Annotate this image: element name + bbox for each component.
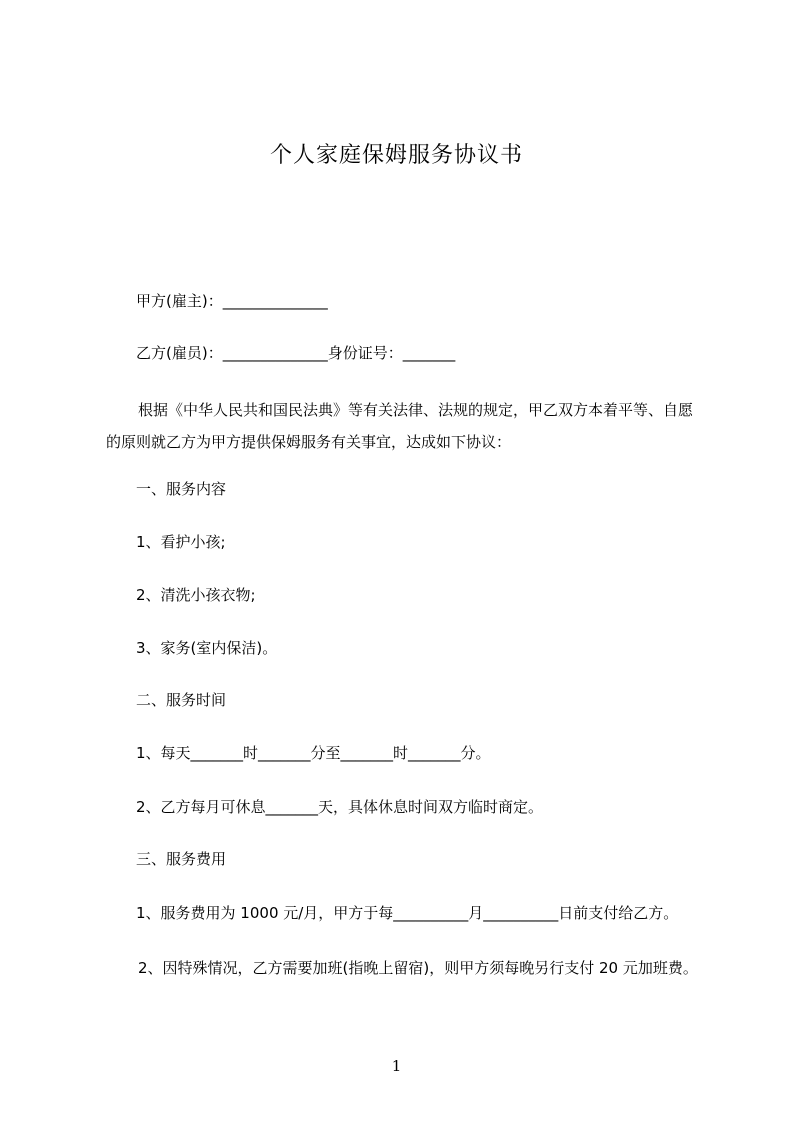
list-item: 1、服务费用为 1000 元/月，甲方于每__________月__________日前支付给乙方。 [136, 904, 679, 922]
list-item: 1、看护小孩; [136, 533, 226, 551]
section-heading-service-content: 一、服务内容 [136, 480, 227, 498]
preamble-paragraph: 根据《中华人民共和国民法典》等有关法律、法规的规定，甲乙双方本着平等、自愿的原则就乙方为甲方提供保姆服务有关事宜，达成如下协议： [106, 401, 694, 451]
document-title: 个人家庭保姆服务协议书 [269, 143, 523, 168]
party-b-line: 乙方(雇员)：______________身份证号：_______ [136, 344, 456, 362]
section-heading-service-time: 二、服务时间 [136, 691, 227, 709]
list-item: 2、乙方每月可休息_______天，具体休息时间双方临时商定。 [136, 798, 544, 816]
list-item: 3、家务(室内保洁)。 [136, 639, 278, 657]
list-item: 2、清洗小孩衣物; [136, 586, 256, 604]
party-a-line: 甲方(雇主)：______________ [136, 292, 328, 310]
page-number: 1 [391, 1057, 402, 1075]
list-item: 2、因特殊情况，乙方需要加班(指晚上留宿)，则甲方须每晚另行支付 20 元加班费。 [138, 959, 698, 977]
list-item: 1、每天_______时_______分至_______时_______分。 [136, 744, 491, 762]
section-heading-service-fee: 三、服务费用 [136, 850, 227, 868]
